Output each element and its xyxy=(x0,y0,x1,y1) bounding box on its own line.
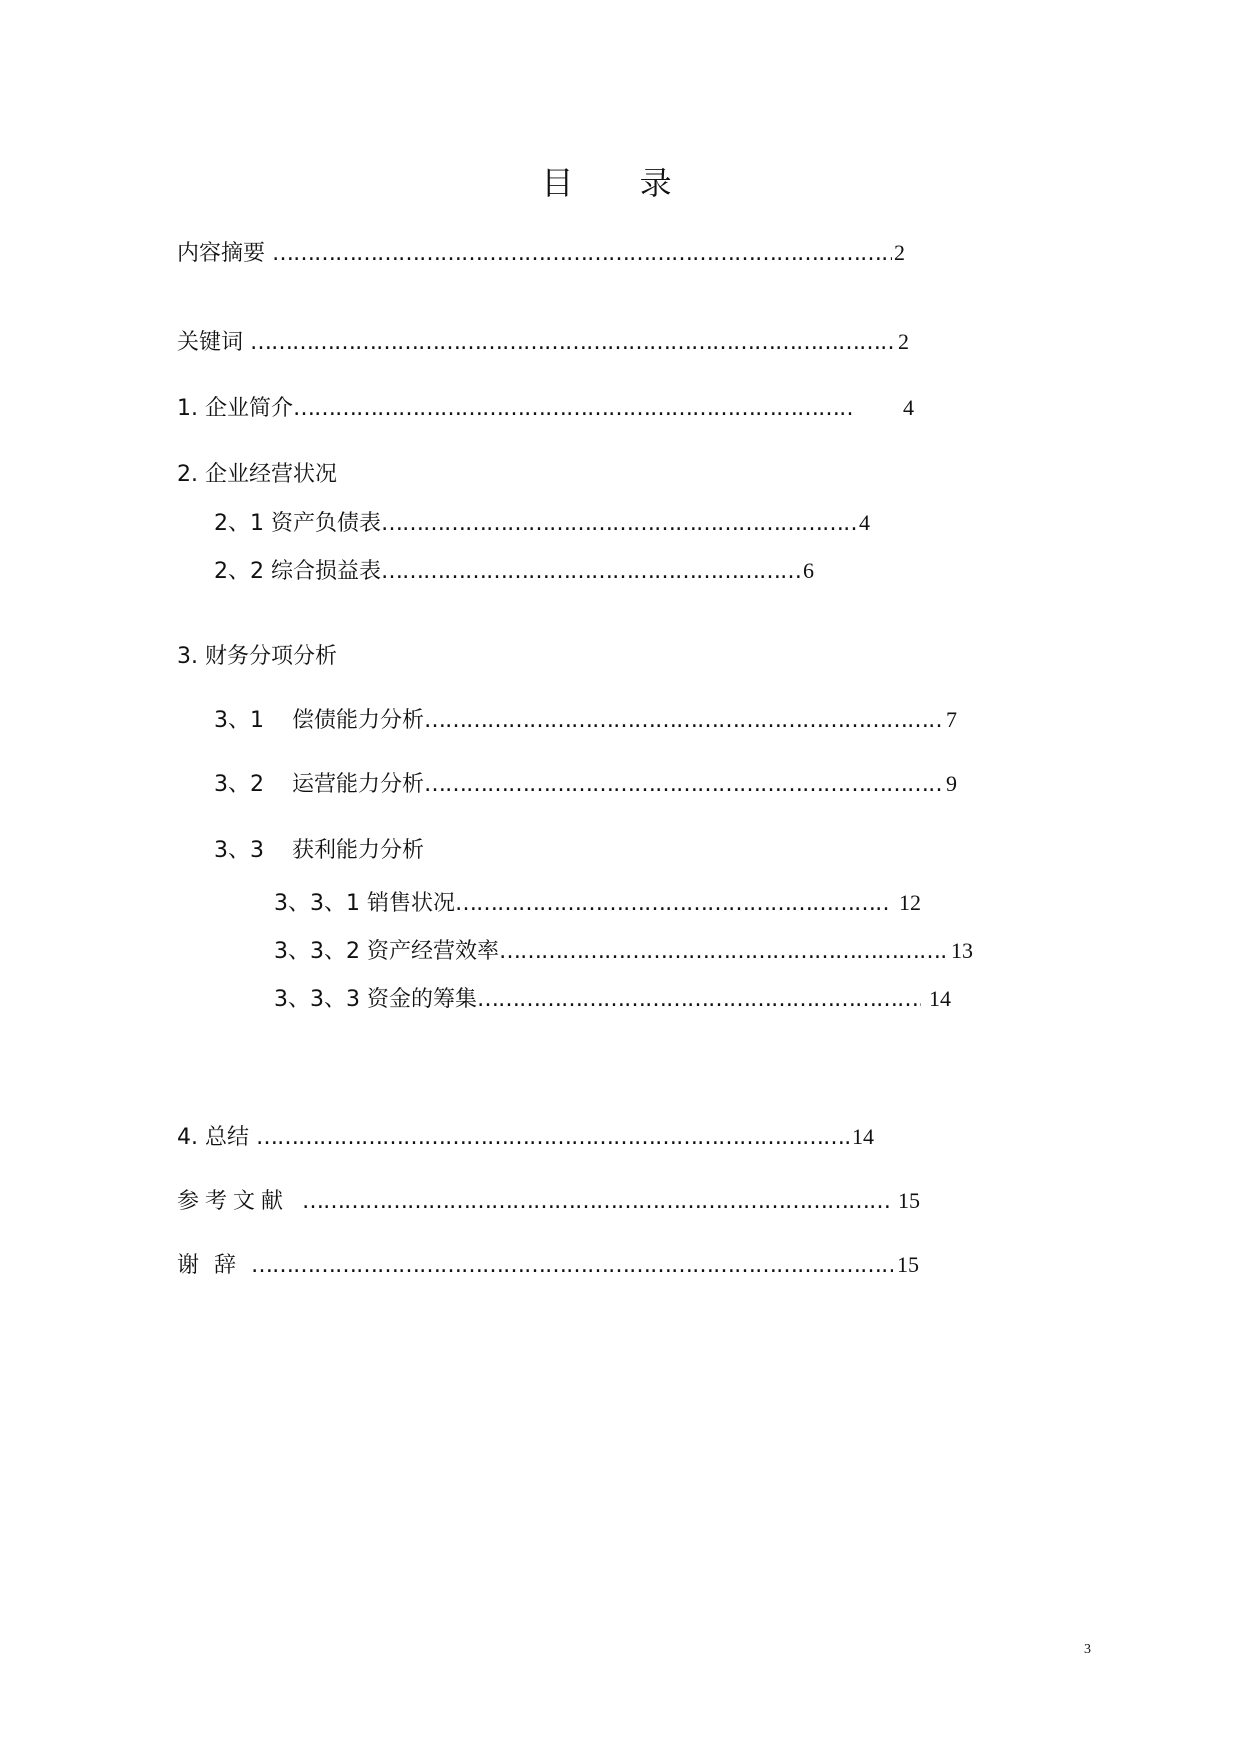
toc-entry-operations[interactable] xyxy=(177,457,337,488)
toc-entry-page: 12 xyxy=(899,890,921,915)
toc-entry-label: 4. 总结 xyxy=(177,1125,256,1150)
toc-entry-references[interactable] xyxy=(177,1184,920,1215)
toc-leader xyxy=(250,330,896,355)
toc-entry-page: 4 xyxy=(859,510,870,535)
toc-entry-label: 1. 企业简介 xyxy=(177,396,293,421)
toc-entry-label: 关键词 xyxy=(177,330,250,355)
toc-entry-page: 9 xyxy=(945,771,957,796)
toc-entry-page: 15 xyxy=(898,1188,920,1213)
toc-leader xyxy=(256,1125,850,1150)
toc-leader xyxy=(477,987,921,1012)
toc-entry-label: 3、3、2 资产经营效率 xyxy=(274,939,499,964)
toc-entry-company-intro[interactable] xyxy=(177,391,914,422)
toc-leader xyxy=(424,708,944,733)
toc-entry-abstract[interactable] xyxy=(177,236,905,267)
toc-entry-label: 3、2 运营能力分析 xyxy=(214,772,424,797)
toc-entry-page: 13 xyxy=(951,938,973,963)
toc-entry-page: 4 xyxy=(902,395,914,420)
toc-entry-financial-analysis[interactable] xyxy=(177,639,337,670)
toc-entry-solvency[interactable] xyxy=(214,703,957,734)
toc-entry-page: 6 xyxy=(803,558,814,583)
toc-entry-label: 内容摘要 xyxy=(177,241,272,266)
toc-entry-label: 3、3 获利能力分析 xyxy=(214,838,424,863)
toc-leader xyxy=(381,511,857,536)
toc-entry-label: 参考文献 xyxy=(177,1189,302,1214)
toc-entry-page: 2 xyxy=(894,240,905,265)
toc-entry-label: 2. 企业经营状况 xyxy=(177,462,337,487)
toc-entry-asset-efficiency[interactable] xyxy=(274,934,973,965)
toc-entry-fundraising[interactable] xyxy=(274,982,951,1013)
toc-leader xyxy=(293,396,853,421)
toc-entry-label: 3、3、3 资金的筹集 xyxy=(274,987,477,1012)
toc-entry-page: 7 xyxy=(945,707,957,732)
toc-entry-page: 2 xyxy=(898,329,909,354)
toc-leader xyxy=(499,939,945,964)
toc-entry-label: 3、3、1 销售状况 xyxy=(274,891,455,916)
toc-entry-balance-sheet[interactable] xyxy=(214,506,870,537)
toc-entry-conclusion[interactable] xyxy=(177,1120,874,1151)
toc-entry-sales[interactable] xyxy=(274,886,921,917)
toc-entry-label: 2、2 综合损益表 xyxy=(214,559,381,584)
toc-entry-page: 14 xyxy=(929,986,951,1011)
toc-entry-operating-capacity[interactable] xyxy=(214,767,957,798)
toc-leader xyxy=(251,1253,893,1278)
toc-entry-page: 14 xyxy=(851,1124,874,1149)
toc-leader xyxy=(272,241,892,266)
toc-entry-profitability[interactable] xyxy=(214,833,424,864)
toc-entry-label: 谢 辞 xyxy=(177,1253,251,1278)
toc-leader xyxy=(381,559,801,584)
toc-leader xyxy=(424,772,944,797)
toc-leader xyxy=(302,1189,892,1214)
page-number: 3 xyxy=(1084,1642,1091,1657)
toc-entry-label: 2、1 资产负债表 xyxy=(214,511,381,536)
toc-entry-acknowledgements[interactable] xyxy=(177,1248,919,1279)
toc-entry-income-statement[interactable] xyxy=(214,554,814,585)
toc-entry-keywords[interactable] xyxy=(177,325,909,356)
toc-entry-page: 15 xyxy=(897,1252,919,1277)
toc-leader xyxy=(455,891,891,916)
toc-entry-label: 3、1 偿债能力分析 xyxy=(214,708,424,733)
toc-title: 目 录 xyxy=(541,164,700,202)
toc-entry-label: 3. 财务分项分析 xyxy=(177,644,337,669)
